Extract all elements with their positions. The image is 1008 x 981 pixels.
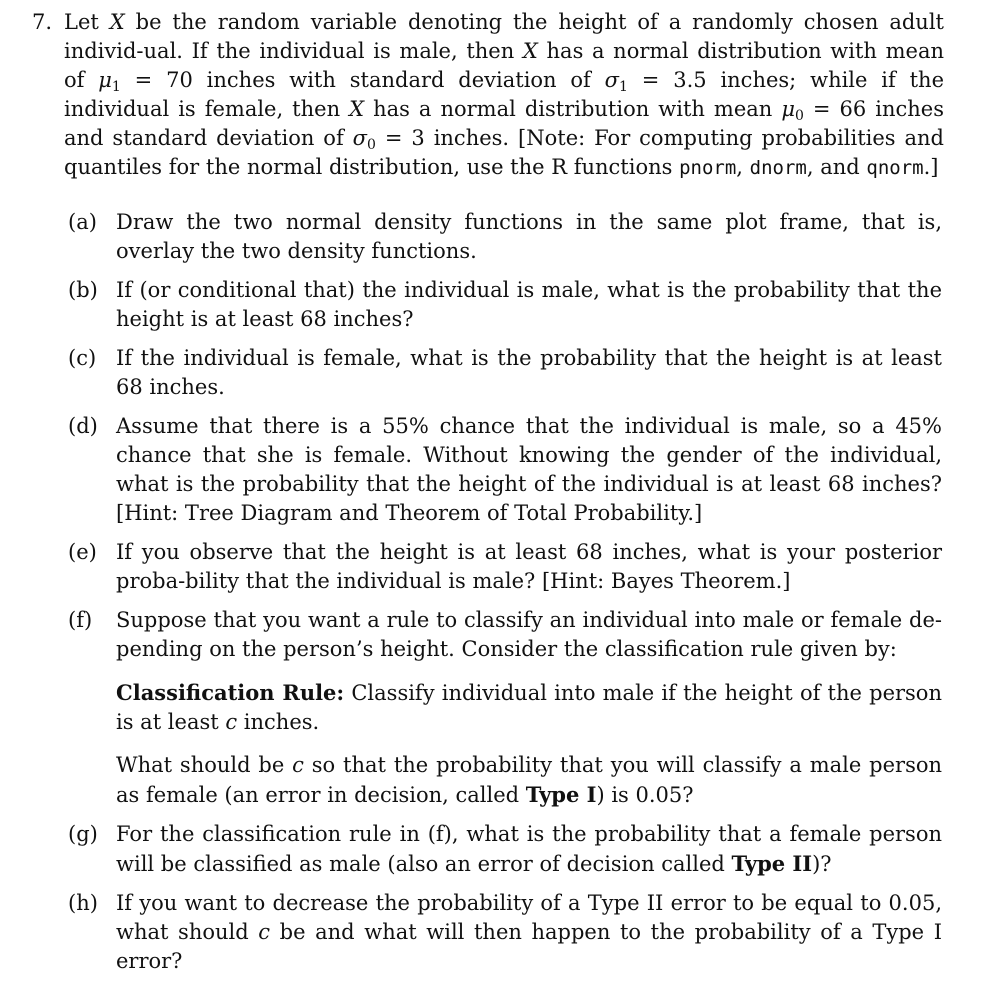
part-text: Suppose that you want a rule to classify an individual into male or female de-pending on the person’s height. Consider the classification rule given by:	[116, 608, 942, 661]
part-h: (h) If you want to decrease the probability of a Type II error to be equal to 0.05, what should c be and what will then happen to the probability of a Type I error?	[68, 891, 942, 973]
part-e	[68, 538, 942, 596]
problem-statement	[32, 8, 944, 183]
type-one-question: What should be c so that the probability that you will classify a male person as female (an error in decision, called Type I) is 0.05?	[116, 753, 943, 807]
part-a	[68, 208, 942, 266]
problem-intro: Let X be the random variable denoting the height of a randomly chosen adult individ-ual. If the individual is male, then X has a normal distribution with mean of $\mu_1 = 70$ inches with standard deviation of $\sigma_1 = 3.5$ inches; while if the individual is female, then X has a normal distribution with mean $\mu_0 = 66$ inches and standard deviation of $\sigma_0 = 3$ inches. [Note: For computing probabilities and quantiles for the normal distribution, use the R functions pnorm, dnorm, and qnorm.]	[64, 10, 945, 179]
part-text: If you observe that the height is at least 68 inches, what is your posterior proba-bility that the individual is male? [Hint: Bayes Theorem.]	[116, 540, 942, 593]
part-label: (a)	[68, 210, 97, 234]
classification-rule: Classification Rule: Classify individual into male if the height of the person is at least c inches.	[116, 680, 942, 734]
problem-number: 7.	[32, 10, 53, 34]
part-label: (g)	[68, 822, 98, 846]
r-function-pnorm: pnorm	[679, 157, 737, 179]
part-label: (h)	[68, 891, 98, 915]
part-text: If (or conditional that) the individual is male, what is the probability that the height is at least 68 inches?	[116, 278, 942, 331]
part-f	[68, 606, 942, 810]
part-label: (d)	[68, 414, 98, 438]
r-function-dnorm: dnorm	[749, 157, 807, 179]
sub-questions	[68, 208, 942, 976]
part-label: (b)	[68, 278, 98, 302]
part-label: (c)	[68, 346, 97, 370]
part-d	[68, 412, 942, 528]
part-text: If the individual is female, what is the probability that the height is at least 68 inches.	[116, 346, 942, 399]
part-text: Draw the two normal density functions in the same plot frame, that is, overlay the two density functions.	[116, 210, 942, 263]
part-c	[68, 344, 942, 402]
part-label: (e)	[68, 540, 97, 564]
r-function-qnorm: qnorm	[866, 157, 924, 179]
part-b	[68, 276, 942, 334]
part-g: (g) For the classification rule in (f), what is the probability that a female person will be classified as male (also an error of decision called Type II)?	[68, 822, 942, 876]
part-label: (f)	[68, 608, 93, 632]
part-text: Assume that there is a 55% chance that the individual is male, so a 45% chance that she is female. Without knowing the gender of the individual, what is the probability that the height of the individual is at least 68 inches? [Hint: Tree Diagram and Theorem of Total Probability.]	[116, 414, 942, 525]
